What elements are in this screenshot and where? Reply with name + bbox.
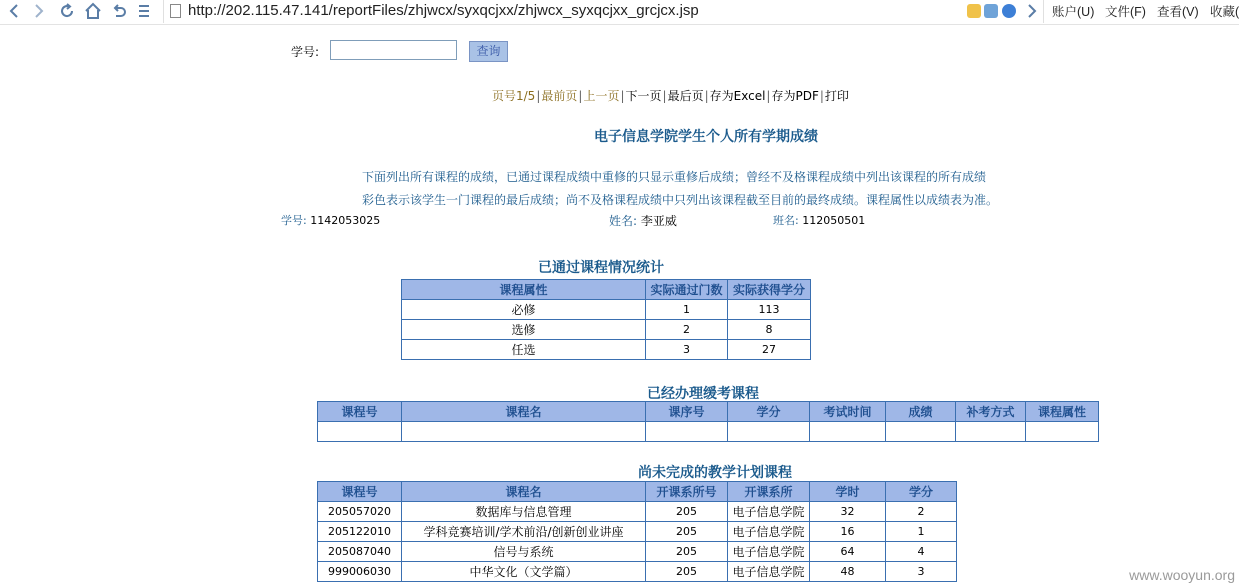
student-name-info: 姓名: 李亚威 bbox=[609, 214, 677, 228]
table-header-row bbox=[402, 280, 811, 300]
watermark: www.wooyun.org bbox=[1129, 567, 1235, 583]
passed-summary-table bbox=[401, 279, 811, 360]
first-page-link[interactable]: 最前页 bbox=[541, 89, 578, 103]
table-cell: 电子信息学院 bbox=[728, 542, 810, 562]
menu-favorites[interactable]: 收藏( bbox=[1210, 5, 1239, 19]
address-bar[interactable] bbox=[163, 0, 1044, 23]
report-description-1: 下面列出所有课程的成绩，已通过课程成绩中重修的只显示重修后成绩；曾经不及格课程成绩中列出该课程的所有成绩 bbox=[362, 170, 987, 184]
page-icon bbox=[170, 4, 181, 18]
table-cell: 205057020 bbox=[318, 502, 402, 522]
pager: 页号1/5|最前页|上一页|下一页|最后页|存为Excel|存为PDF|打印 bbox=[492, 89, 849, 103]
column-header: 学分 bbox=[886, 482, 957, 502]
table-cell: 3 bbox=[886, 562, 957, 582]
column-header: 考试时间 bbox=[810, 402, 886, 422]
deferred-exam-title: 已经办理缓考课程 bbox=[647, 386, 759, 402]
unfinished-courses-title: 尚未完成的教学计划课程 bbox=[638, 465, 792, 481]
report-description-2: 彩色表示该学生一门课程的最后成绩；尚不及格课程成绩中只列出该课程截至目前的最终成绩。课程属性以成绩表为准。 bbox=[362, 193, 999, 207]
table-row bbox=[318, 522, 957, 542]
table-row bbox=[402, 340, 811, 360]
student-id-input[interactable] bbox=[330, 40, 457, 60]
save-excel-link[interactable]: 存为Excel bbox=[709, 89, 766, 103]
table-header-row bbox=[318, 402, 1099, 422]
column-header: 成绩 bbox=[886, 402, 956, 422]
table-cell: 4 bbox=[886, 542, 957, 562]
table-cell: 2 bbox=[886, 502, 957, 522]
table-cell: 205 bbox=[646, 502, 728, 522]
table-row bbox=[318, 542, 957, 562]
bookmark-icon[interactable] bbox=[967, 4, 981, 18]
table-cell: 113 bbox=[728, 300, 811, 320]
column-header: 学时 bbox=[810, 482, 886, 502]
column-header: 补考方式 bbox=[956, 402, 1026, 422]
save-pdf-link[interactable]: 存为PDF bbox=[771, 89, 819, 103]
forward-icon[interactable] bbox=[29, 1, 49, 21]
last-page-link[interactable]: 最后页 bbox=[667, 89, 704, 103]
table-row bbox=[318, 562, 957, 582]
column-header: 实际获得学分 bbox=[728, 280, 811, 300]
address-url[interactable]: http://202.115.47.141/reportFiles/zhjwcx/syxqcjxx/zhjwcx_syxqcjxx_grcjcx.jsp bbox=[188, 2, 699, 19]
column-header: 课程号 bbox=[318, 482, 402, 502]
table-cell: 电子信息学院 bbox=[728, 562, 810, 582]
table-cell: 205 bbox=[646, 562, 728, 582]
table-cell: 任选 bbox=[402, 340, 646, 360]
table-cell: 学科竞赛培训/学术前沿/创新创业讲座 bbox=[402, 522, 646, 542]
table-cell: 64 bbox=[810, 542, 886, 562]
column-header: 课程属性 bbox=[402, 280, 646, 300]
table-cell: 205 bbox=[646, 542, 728, 562]
table-cell: 205 bbox=[646, 522, 728, 542]
column-header: 开课系所 bbox=[728, 482, 810, 502]
print-link[interactable]: 打印 bbox=[824, 89, 849, 103]
table-cell: 2 bbox=[646, 320, 728, 340]
table-cell: 必修 bbox=[402, 300, 646, 320]
next-page-link[interactable]: 下一页 bbox=[625, 89, 662, 103]
table-cell: 信号与系统 bbox=[402, 542, 646, 562]
column-header: 课序号 bbox=[646, 402, 728, 422]
student-id-label: 学号: bbox=[291, 45, 320, 59]
table-cell: 27 bbox=[728, 340, 811, 360]
table-cell: 3 bbox=[646, 340, 728, 360]
undo-icon[interactable] bbox=[109, 1, 129, 21]
menu-icon[interactable] bbox=[135, 1, 155, 21]
column-header: 课程号 bbox=[318, 402, 402, 422]
prev-page-link[interactable]: 上一页 bbox=[583, 89, 620, 103]
menu-account[interactable]: 账户(U) bbox=[1052, 5, 1095, 19]
column-header: 实际通过门数 bbox=[646, 280, 728, 300]
table-cell: 1 bbox=[646, 300, 728, 320]
table-cell: 电子信息学院 bbox=[728, 502, 810, 522]
home-icon[interactable] bbox=[83, 1, 103, 21]
column-header: 课程名 bbox=[402, 402, 646, 422]
refresh-icon[interactable] bbox=[57, 1, 77, 21]
table-cell: 205087040 bbox=[318, 542, 402, 562]
chevron-right-icon[interactable] bbox=[1022, 1, 1042, 21]
table-cell: 8 bbox=[728, 320, 811, 340]
report-title: 电子信息学院学生个人所有学期成绩 bbox=[594, 129, 818, 145]
page-number: 页号1/5 bbox=[492, 89, 536, 103]
table-cell: 电子信息学院 bbox=[728, 522, 810, 542]
table-cell: 999006030 bbox=[318, 562, 402, 582]
menu-file[interactable]: 文件(F) bbox=[1105, 5, 1146, 19]
class-name-info: 班名: 112050501 bbox=[773, 214, 866, 227]
passed-summary-title: 已通过课程情况统计 bbox=[538, 260, 664, 276]
table-cell: 选修 bbox=[402, 320, 646, 340]
browser-toolbar bbox=[0, 0, 1239, 25]
table-cell: 1 bbox=[886, 522, 957, 542]
table-cell: 48 bbox=[810, 562, 886, 582]
browser-logo-icon[interactable] bbox=[1002, 4, 1016, 18]
table-row bbox=[318, 422, 1099, 442]
query-button[interactable]: 查询 bbox=[469, 41, 508, 62]
table-cell: 32 bbox=[810, 502, 886, 522]
table-row bbox=[402, 320, 811, 340]
table-cell: 16 bbox=[810, 522, 886, 542]
table-cell: 数据库与信息管理 bbox=[402, 502, 646, 522]
student-id-info: 学号: 1142053025 bbox=[281, 214, 381, 227]
column-header: 学分 bbox=[728, 402, 810, 422]
back-icon[interactable] bbox=[4, 1, 24, 21]
unfinished-courses-table bbox=[317, 481, 957, 582]
table-header-row bbox=[318, 482, 957, 502]
table-cell: 205122010 bbox=[318, 522, 402, 542]
deferred-exam-table bbox=[317, 401, 1099, 442]
column-header: 开课系所号 bbox=[646, 482, 728, 502]
table-cell: 中华文化（文学篇） bbox=[402, 562, 646, 582]
shield-icon[interactable] bbox=[984, 4, 998, 18]
table-row bbox=[318, 502, 957, 522]
menu-view[interactable]: 查看(V) bbox=[1157, 5, 1199, 19]
column-header: 课程名 bbox=[402, 482, 646, 502]
table-row bbox=[402, 300, 811, 320]
column-header: 课程属性 bbox=[1026, 402, 1099, 422]
